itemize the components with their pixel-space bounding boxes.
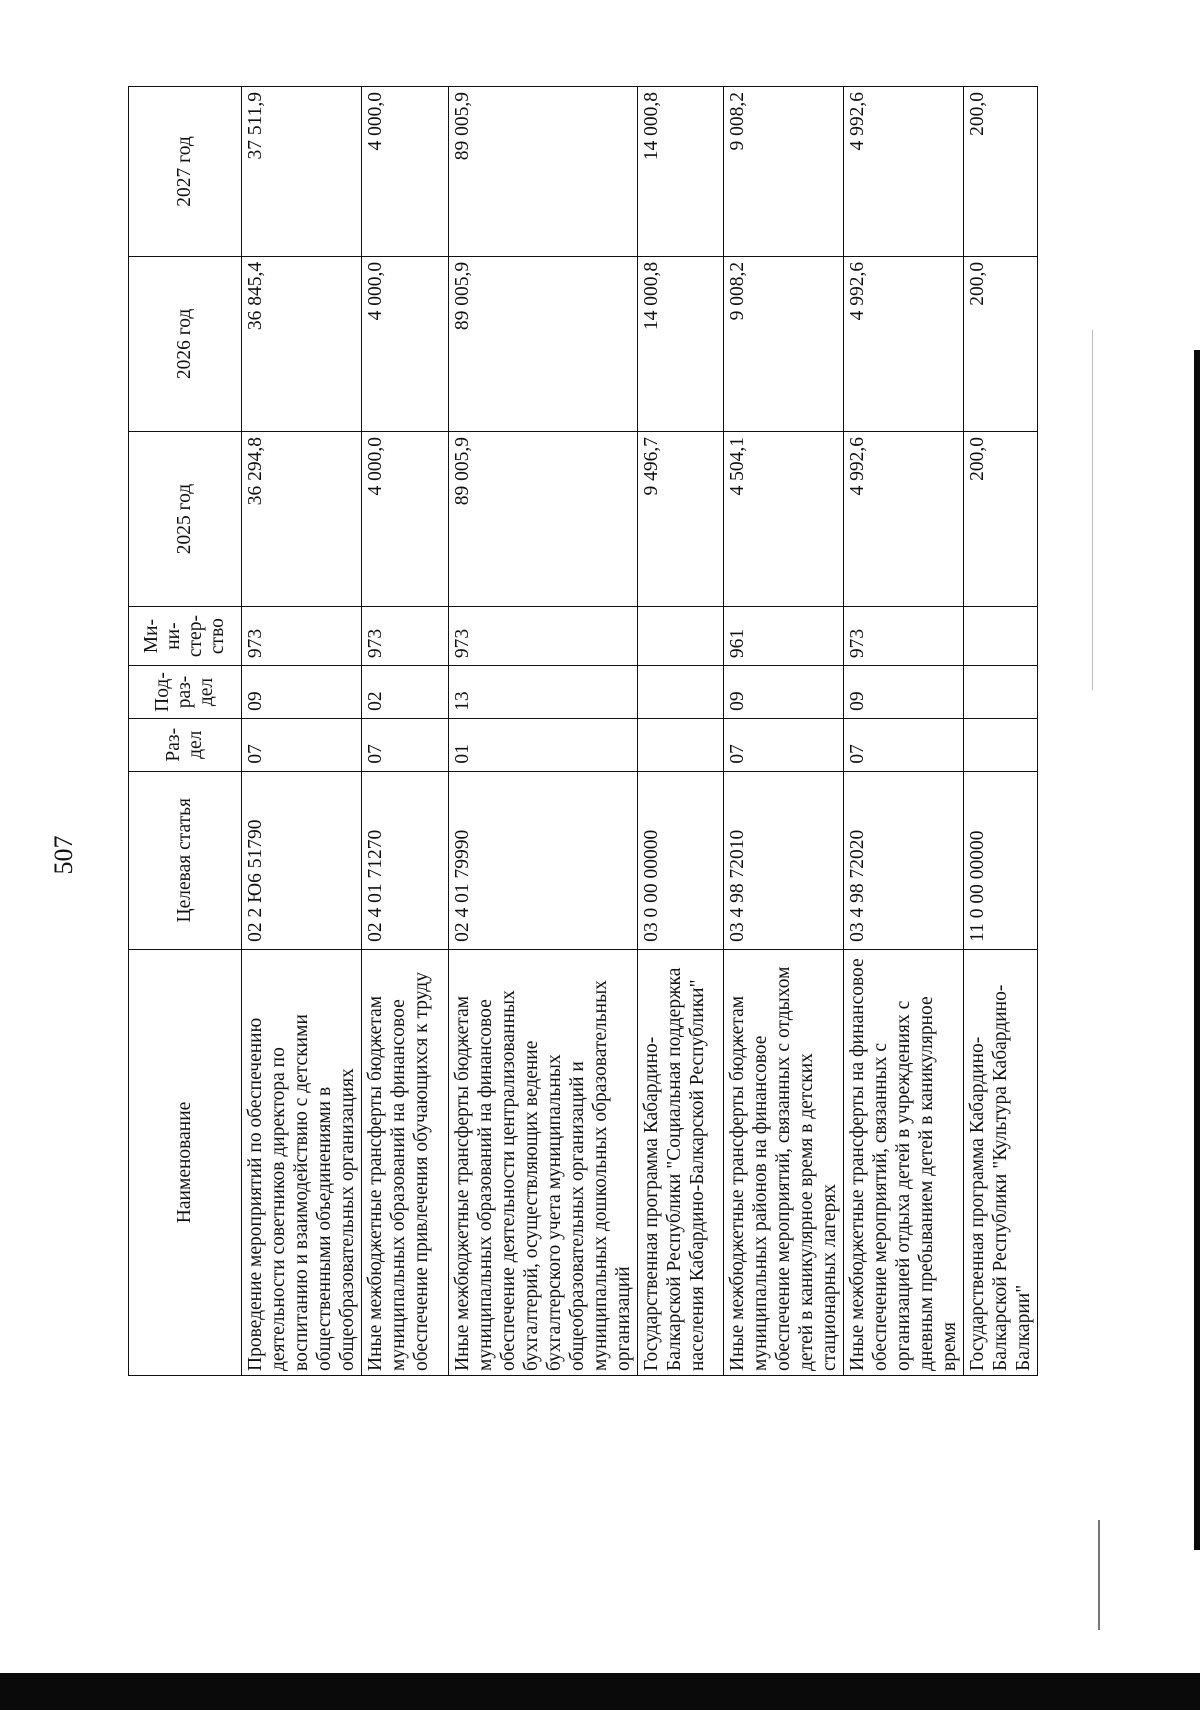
- cell-2025: 4 504,1: [724, 431, 844, 606]
- cell-2026: 89 005,9: [449, 256, 638, 431]
- scan-edge-bottom: [0, 1673, 1200, 1710]
- cell-2026: 36 845,4: [242, 256, 362, 431]
- cell-2026: 4 992,6: [844, 256, 964, 431]
- scan-artifact: [1098, 1520, 1100, 1630]
- cell-ministry: [638, 607, 724, 666]
- table-row: [362, 87, 449, 1376]
- cell-ministry: 973: [844, 607, 964, 666]
- cell-2025: 4 000,0: [362, 431, 449, 606]
- cell-section: 07: [844, 718, 964, 771]
- cell-section: 07: [242, 718, 362, 771]
- cell-subsection: 09: [242, 666, 362, 719]
- cell-2027: 37 511,9: [242, 87, 362, 257]
- cell-2027: 4 000,0: [362, 87, 449, 257]
- cell-ministry: 973: [449, 607, 638, 666]
- cell-subsection: 13: [449, 666, 638, 719]
- cell-2026: 200,0: [964, 256, 1038, 431]
- cell-2027: 14 000,8: [638, 87, 724, 257]
- header-ministry: Ми- ни- стер- ство: [129, 607, 242, 666]
- header-subsection: Под- раз- дел: [129, 666, 242, 719]
- cell-section: [964, 718, 1038, 771]
- cell-2027: 9 008,2: [724, 87, 844, 257]
- cell-section: 01: [449, 718, 638, 771]
- cell-2027: 200,0: [964, 87, 1038, 257]
- cell-2025: 9 496,7: [638, 431, 724, 606]
- cell-subsection: 02: [362, 666, 449, 719]
- page-number: 507: [49, 835, 78, 875]
- table-row: [724, 87, 844, 1376]
- cell-subsection: 09: [724, 666, 844, 719]
- cell-2025: 4 992,6: [844, 431, 964, 606]
- cell-name: Иные межбюджетные трансферты на финансовое обеспечение мероприятий, связанных с организацией отдыха детей в учреждениях с дневным пребыванием детей в каникулярное время: [844, 949, 964, 1375]
- cell-section: 07: [362, 718, 449, 771]
- table-row: [638, 87, 724, 1376]
- cell-name: Иные межбюджетные трансферты бюджетам муниципальных образований на финансовое обеспечение деятельности централизованных бухгалтерий, осуществляющих ведение бухгалтерского учета муниципальных общеобразовательных организаций и муниципальных дошкольных образовательных организаций: [449, 949, 638, 1375]
- cell-ministry: 961: [724, 607, 844, 666]
- cell-target: 03 4 98 72020: [844, 771, 964, 949]
- cell-subsection: [964, 666, 1038, 719]
- table-row: [964, 87, 1038, 1376]
- cell-subsection: [638, 666, 724, 719]
- cell-2026: 9 008,2: [724, 256, 844, 431]
- cell-2026: 4 000,0: [362, 256, 449, 431]
- cell-target: 11 0 00 00000: [964, 771, 1038, 949]
- header-2026: 2026 год: [129, 256, 242, 431]
- cell-target: 02 2 Ю6 51790: [242, 771, 362, 949]
- header-target: Целевая статья: [129, 771, 242, 949]
- header-name: Наименование: [129, 949, 242, 1375]
- header-section: Раз- дел: [129, 718, 242, 771]
- cell-2026: 14 000,8: [638, 256, 724, 431]
- cell-ministry: 973: [362, 607, 449, 666]
- cell-target: 03 0 00 00000: [638, 771, 724, 949]
- cell-ministry: 973: [242, 607, 362, 666]
- cell-2025: 200,0: [964, 431, 1038, 606]
- cell-name: Государственная программа Кабардино-Балкарской Республики "Культура Кабардино-Балкарии": [964, 949, 1038, 1375]
- cell-section: [638, 718, 724, 771]
- cell-name: Иные межбюджетные трансферты бюджетам муниципальных образований на финансовое обеспечение привлечения обучающихся к труду: [362, 949, 449, 1375]
- cell-target: 03 4 98 72010: [724, 771, 844, 949]
- header-2025: 2025 год: [129, 431, 242, 606]
- cell-ministry: [964, 607, 1038, 666]
- cell-name: Государственная программа Кабардино-Балкарской Республики "Социальная поддержка населения Кабардино-Балкарской Республики": [638, 949, 724, 1375]
- scan-edge-right: [1194, 350, 1200, 1550]
- budget-table-container: [128, 86, 1034, 1376]
- table-row: [242, 87, 362, 1376]
- cell-subsection: 09: [844, 666, 964, 719]
- table-row: [844, 87, 964, 1376]
- cell-2025: 89 005,9: [449, 431, 638, 606]
- cell-target: 02 4 01 71270: [362, 771, 449, 949]
- table-row: [449, 87, 638, 1376]
- budget-table: [128, 86, 1038, 1376]
- cell-2027: 89 005,9: [449, 87, 638, 257]
- cell-target: 02 4 01 79990: [449, 771, 638, 949]
- header-2027: 2027 год: [129, 87, 242, 257]
- header-row: [129, 87, 242, 1376]
- cell-section: 07: [724, 718, 844, 771]
- scan-artifact: [1092, 330, 1093, 690]
- cell-name: Иные межбюджетные трансферты бюджетам муниципальных районов на финансовое обеспечение мероприятий, связанных с отдыхом детей в каникулярное время в детских стационарных лагерях: [724, 949, 844, 1375]
- cell-name: Проведение мероприятий по обеспечению деятельности советников директора по воспитанию и взаимодействию с детскими общественными объединениями в общеобразовательных организациях: [242, 949, 362, 1375]
- cell-2027: 4 992,6: [844, 87, 964, 257]
- cell-2025: 36 294,8: [242, 431, 362, 606]
